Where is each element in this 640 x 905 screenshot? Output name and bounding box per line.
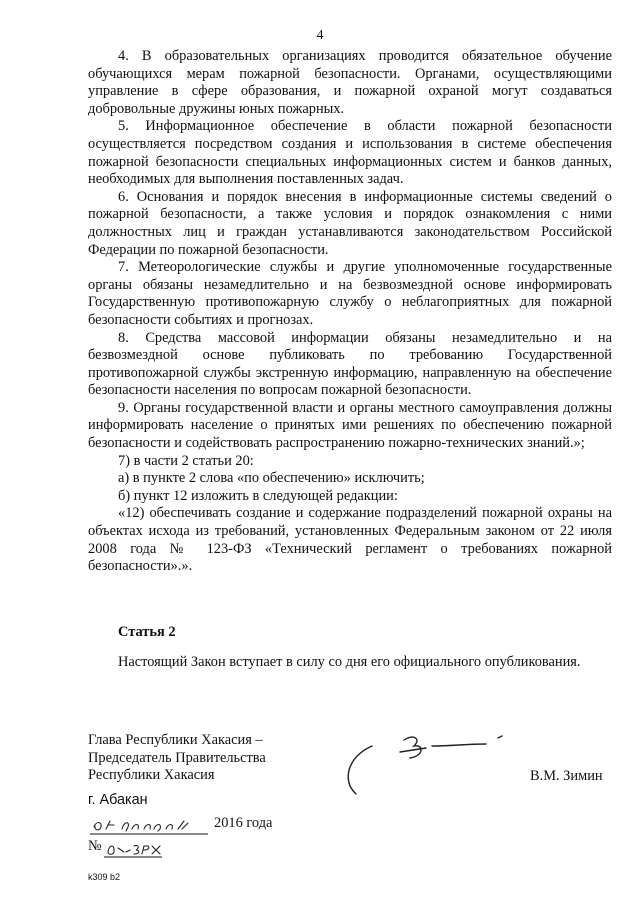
law-body-text: [88, 48, 612, 576]
amendment-point-12: «12) обеспечивать создание и содержание подразделений пожарной охраны на объектах исхода из требований, установленных Федеральным законом от 22 июля 2008 года № 123-ФЗ «Технический регламент о требованиях пожарной безопасности».».: [88, 505, 612, 575]
amendment-subitem-a: а) в пункте 2 слова «по обеспечению» исключить;: [118, 470, 425, 487]
paragraph-8: 8. Средства массовой информации обязаны незамедлительно и на безвозмездной основе публиковать по требованию Государственной противопожарной службы экстренную информацию, направленную на обеспечение безопасности населения по вопросам пожарной безопасности.: [88, 329, 612, 399]
handwritten-date: [88, 813, 208, 837]
document-code: k309 b2: [88, 872, 121, 882]
paragraph-9: 9. Органы государственной власти и органы местного самоуправления должны информировать население о принятых ими решениях по обеспечению пожарной безопасности и содействовать распространению пожарно-технических знаний.»;: [88, 399, 612, 452]
paragraph-5: 5. Информационное обеспечение в области пожарной безопасности осуществляется посредством создания и использования в системе обеспечения пожарной безопасности специальных информационных систем и банков данных, необходимых для выполнения поставленных задач.: [88, 118, 612, 188]
signature-title: [88, 732, 266, 785]
paragraph-6: 6. Основания и порядок внесения в информационные системы сведений о пожарной безопасности, а также условия и порядок ознакомления с ними должностных лиц и граждан устанавливаются законодательством Российской Федерации по пожарной безопасности.: [88, 188, 612, 258]
number-label: №: [88, 838, 102, 854]
signature-stroke-arc: [348, 746, 372, 794]
signature-title-line-1: Глава Республики Хакасия –: [88, 732, 263, 748]
amendment-item-7: 7) в части 2 статьи 20:: [118, 452, 254, 469]
signature-stroke-tick: [498, 736, 502, 738]
article-text: Настоящий Закон вступает в силу со дня его официального опубликования.: [118, 654, 581, 670]
page-number: 4: [316, 28, 324, 43]
place: г. Абакан: [88, 792, 148, 808]
number-line: [88, 838, 188, 862]
paragraph-4: 4. В образовательных организациях проводится обязательное обучение обучающихся мерам пожарной безопасности. Органами, осуществляющими управление в сфере образования, и пожарной охраной могут создаваться добровольные дружины юных пожарных.: [88, 48, 612, 117]
handwritten-number: [104, 836, 164, 860]
signature-title-line-2: Председатель Правительства: [88, 749, 266, 766]
signature-stroke-letter: [400, 737, 426, 758]
paragraph-7: 7. Метеорологические службы и другие уполномоченные государственные органы обязаны незамедлительно и на безвозмездной основе информировать Государственную противопожарную службу о неблагоприятных для пожарной безопасности событиях и прогнозах.: [88, 259, 612, 328]
signature-stroke-line: [432, 744, 486, 746]
signer-name: В.М. Зимин: [530, 768, 603, 784]
amendment-subitem-b: б) пункт 12 изложить в следующей редакции:: [118, 487, 398, 504]
date-hand-stroke: [94, 821, 188, 831]
handwritten-signature: [330, 726, 520, 796]
signature-title-line-3: Республики Хакасия: [88, 767, 215, 784]
article-heading: Статья 2: [118, 624, 176, 640]
number-hand-stroke: [108, 845, 160, 854]
date-suffix: 2016 года: [214, 815, 273, 831]
